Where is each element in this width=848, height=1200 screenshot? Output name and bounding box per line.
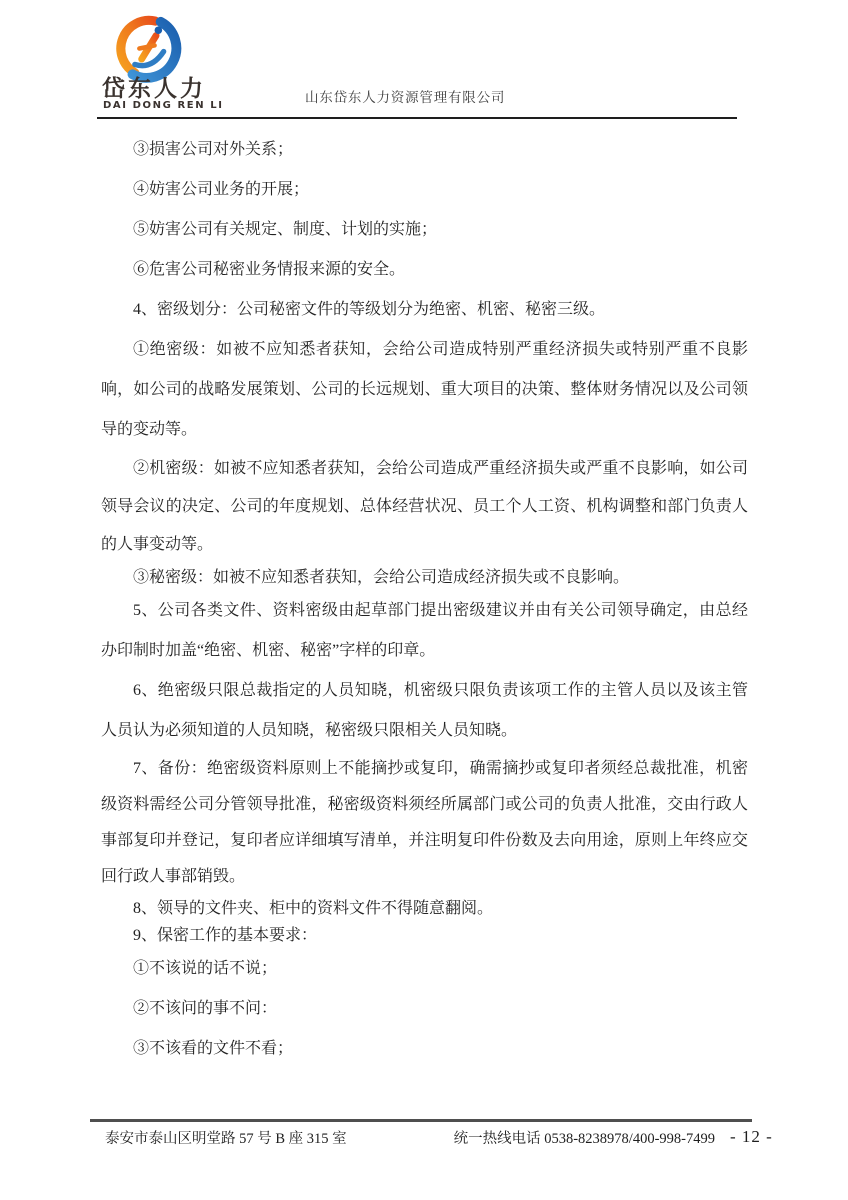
body-paragraph: 4、密级划分：公司秘密文件的等级划分为绝密、机密、秘密三级。: [133, 301, 606, 318]
body-paragraph: ③损害公司对外关系；: [133, 141, 294, 158]
body-paragraph: ②机密级：如被不应知悉者获知，会给公司造成严重经济损失或严重不良影响，如公司领导会议的决定、公司的年度规划、总体经营状况、员工个人工资、机构调整和部门负责人的人事变动等。: [101, 460, 748, 553]
body-paragraph: ⑤妨害公司有关规定、制度、计划的实施；: [133, 221, 438, 238]
body-paragraph: ②不该问的事不问：: [133, 1000, 278, 1017]
logo-text-cn: 岱东人力: [102, 76, 206, 102]
footer-hotline: 统一热线电话 0538-8238978/400-998-7499: [453, 1131, 715, 1147]
body-paragraph: 6、绝密级只限总裁指定的人员知晓，机密级只限负责该项工作的主管人员以及该主管人员认为必须知道的人员知晓，秘密级只限相关人员知晓。: [101, 682, 748, 739]
body-paragraph: ①不该说的话不说；: [133, 960, 278, 977]
page-number: - 12 -: [730, 1127, 773, 1146]
footer-divider: [90, 1119, 752, 1122]
logo-text-en: DAI DONG REN LI: [103, 100, 224, 111]
body-paragraph: 5、公司各类文件、资料密级由起草部门提出密级建议并由有关公司领导确定，由总经办印制时加盖“绝密、机密、秘密”字样的印章。: [101, 602, 748, 659]
body-paragraph: 7、备份：绝密级资料原则上不能摘抄或复印，确需摘抄或复印者须经总裁批准，机密级资料需经公司分管领导批准，秘密级资料须经所属部门或公司的负责人批准，交由行政人事部复印并登记，复印者应详细填写清单，并注明复印件份数及去向用途，原则上年终应交回行政人事部销毁。: [101, 760, 748, 885]
body-paragraph: ③秘密级：如被不应知悉者获知，会给公司造成经济损失或不良影响。: [133, 569, 630, 586]
body-paragraph: 9、保密工作的基本要求：: [133, 927, 318, 944]
document-body: [101, 130, 748, 1069]
company-name: 山东岱东人力资源管理有限公司: [305, 90, 506, 105]
body-paragraph: ⑥危害公司秘密业务情报来源的安全。: [133, 261, 406, 278]
body-paragraph: ③不该看的文件不看；: [133, 1040, 294, 1057]
body-paragraph: ①绝密级：如被不应知悉者获知，会给公司造成特别严重经济损失或特别严重不良影响，如公司的战略发展策划、公司的长远规划、重大项目的决策、整体财务情况以及公司领导的变动等。: [101, 341, 748, 438]
body-paragraph: ④妨害公司业务的开展；: [133, 181, 310, 198]
footer-address: 泰安市泰山区明堂路 57 号 B 座 315 室: [105, 1131, 347, 1147]
body-paragraph: 8、领导的文件夹、柜中的资料文件不得随意翻阅。: [133, 900, 494, 917]
header-divider: [97, 117, 737, 119]
